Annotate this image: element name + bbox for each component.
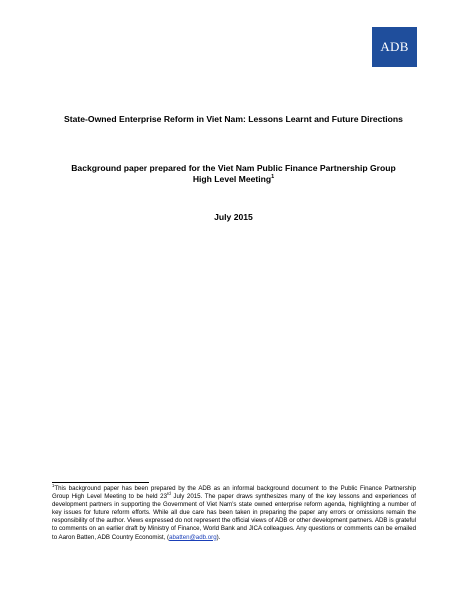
document-title: State-Owned Enterprise Reform in Viet Nam: Lessons Learnt and Future Directions — [64, 114, 403, 124]
footnote-date-suffix: rd — [167, 491, 171, 497]
document-date: July 2015 — [214, 212, 253, 222]
footnote-text-end: ). — [216, 533, 221, 541]
subtitle-line-2: High Level Meeting — [192, 174, 272, 184]
footnote-text-part-2: July 2015. The paper draws synthesizes many of the key lessons and experiences of development partners in supporting the Government of Viet Nam’s state owned enterprise reform agenda, highlighting a number of key issues for future reform efforts. While all due care has been taken in preparing the paper any errors or omissions remain the responsibility of the author. Views expressed do not represent the official views of ADB or other development partners. ADB is grateful to comments on an earlier draft by Ministry of Finance, World Bank and JICA colleagues. Any questions or comments can be emailed to Aaron Batten, ADB Country Economist, ( — [52, 493, 416, 541]
adb-logo-text: ADB — [380, 39, 409, 54]
adb-logo — [372, 27, 417, 67]
footnote-divider — [52, 482, 149, 483]
footnote-email-link[interactable]: abatten@adb.org — [169, 533, 217, 541]
footnote-text-part-1: This background paper has been prepared by the ADB as an informal background document to the Public Finance Partnership Group High Level Meeting to be held 23 — [52, 485, 416, 501]
subtitle-footnote-ref[interactable]: 1 — [271, 174, 275, 181]
document-subtitle — [40, 163, 427, 185]
footnote — [52, 482, 416, 542]
footnote-marker: 1 — [52, 482, 55, 488]
subtitle-line-1: Background paper prepared for the Viet Nam Public Finance Partnership Group — [71, 163, 396, 173]
